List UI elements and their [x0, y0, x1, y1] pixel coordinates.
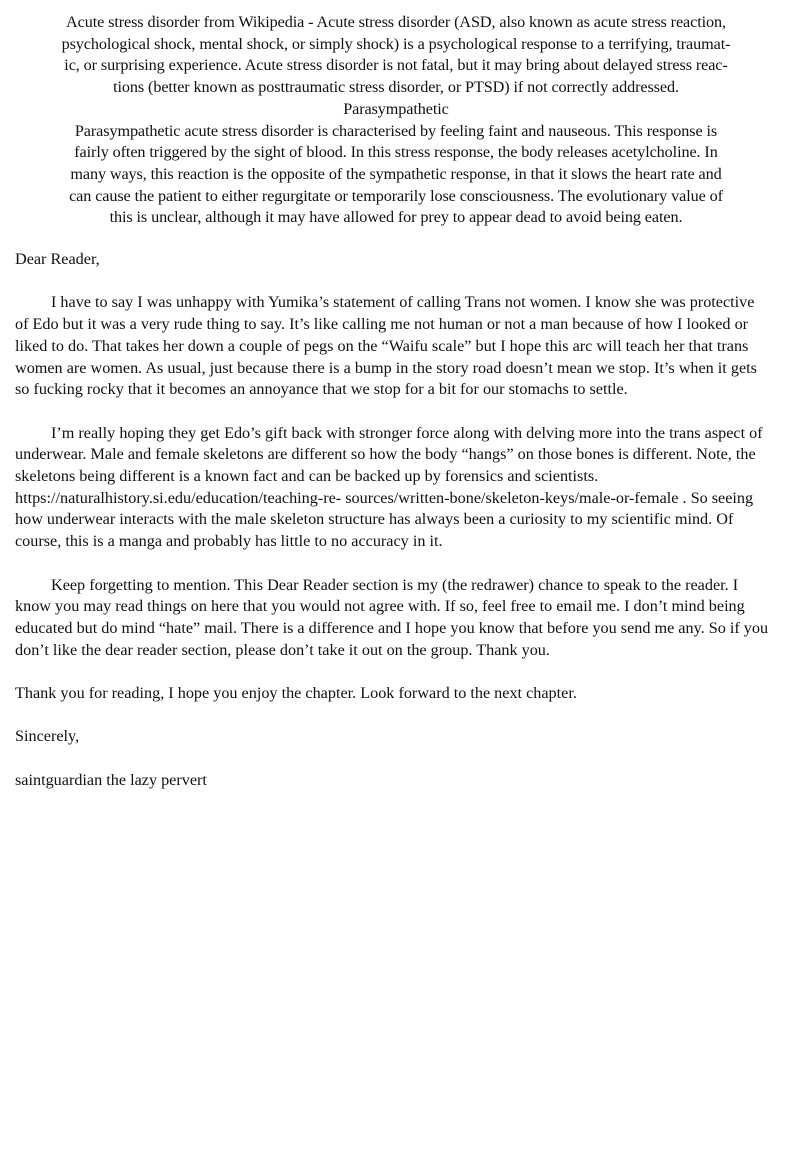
- excerpt-line: psychological shock, mental shock, or simply shock) is a psychological response to a terrifying, traumat-: [61, 34, 731, 53]
- excerpt-line: many ways, this reaction is the opposite of the sympathetic response, in that it slows the heart rate and: [70, 164, 722, 183]
- excerpt-line: tions (better known as posttraumatic stress disorder, or PTSD) if not correctly addressed.: [113, 78, 679, 97]
- excerpt-line: fairly often triggered by the sight of blood. In this stress response, the body releases acetylcholine. In: [74, 143, 718, 162]
- letter-thanks: Thank you for reading, I hope you enjoy the chapter. Look forward to the next chapter.: [15, 684, 577, 702]
- section-heading: Parasympathetic: [343, 99, 449, 118]
- letter-signature: saintguardian the lazy pervert: [15, 770, 207, 789]
- dear-reader-letter: [15, 249, 770, 791]
- letter-closing: Sincerely,: [15, 727, 80, 746]
- excerpt-line: can cause the patient to either regurgitate or temporarily lose consciousness. The evolutionary value of: [69, 186, 723, 205]
- excerpt-line: this is unclear, although it may have allowed for prey to appear dead to avoid being eaten.: [109, 208, 683, 227]
- excerpt-line: Acute stress disorder from Wikipedia - Acute stress disorder (ASD, also known as acute stress reaction,: [66, 13, 726, 31]
- excerpt-line: Parasympathetic acute stress disorder is characterised by feeling faint and nauseous. This response is: [74, 121, 718, 140]
- letter-paragraph: I have to say I was unhappy with Yumika’s statement of calling Trans not women. I know she was protective of Edo but it was a very rude thing to say. It’s like calling me not human or not a man because of how I looked or liked to do. That takes her down a couple of pegs on the “Waifu scale” but I hope this arc will teach her that trans women are women. As usual, just because there is a bump in the story road doesn’t mean we stop. It’s when it gets so fucking rocky that it becomes an annoyance that we stop for a bit for our stomachs to settle.: [15, 293, 757, 399]
- excerpt-line: ic, or surprising experience. Acute stress disorder is not fatal, but it may bring about delayed stress reac-: [64, 56, 728, 75]
- letter-paragraph: I’m really hoping they get Edo’s gift back with stronger force along with delving more into the trans aspect of underwear. Male and female skeletons are different so how the body “hangs” on those bones is different. Note, the skeletons being different is a known fact and can be backed up by forensics and scientists. https://naturalhistory.si.edu/education/teaching-re- sources/written-bone/skeleton-keys/male-or-female . So seeing how underwear interacts with the male skeleton structure has always been a curiosity to my scientific mind. Of course, this is a manga and probably has little to no accuracy in it.: [15, 423, 763, 551]
- wikipedia-excerpt: [10, 12, 782, 229]
- letter-greeting: Dear Reader,: [15, 250, 100, 268]
- letter-paragraph: Keep forgetting to mention. This Dear Reader section is my (the redrawer) chance to speak to the reader. I know you may read things on here that you would not agree with. If so, feel free to email me. I don’t mind being educated but do mind “hate” mail. There is a difference and I hope you know that before you send me any. So if you don’t like the dear reader section, please don’t take it out on the group. Thank you.: [15, 575, 769, 659]
